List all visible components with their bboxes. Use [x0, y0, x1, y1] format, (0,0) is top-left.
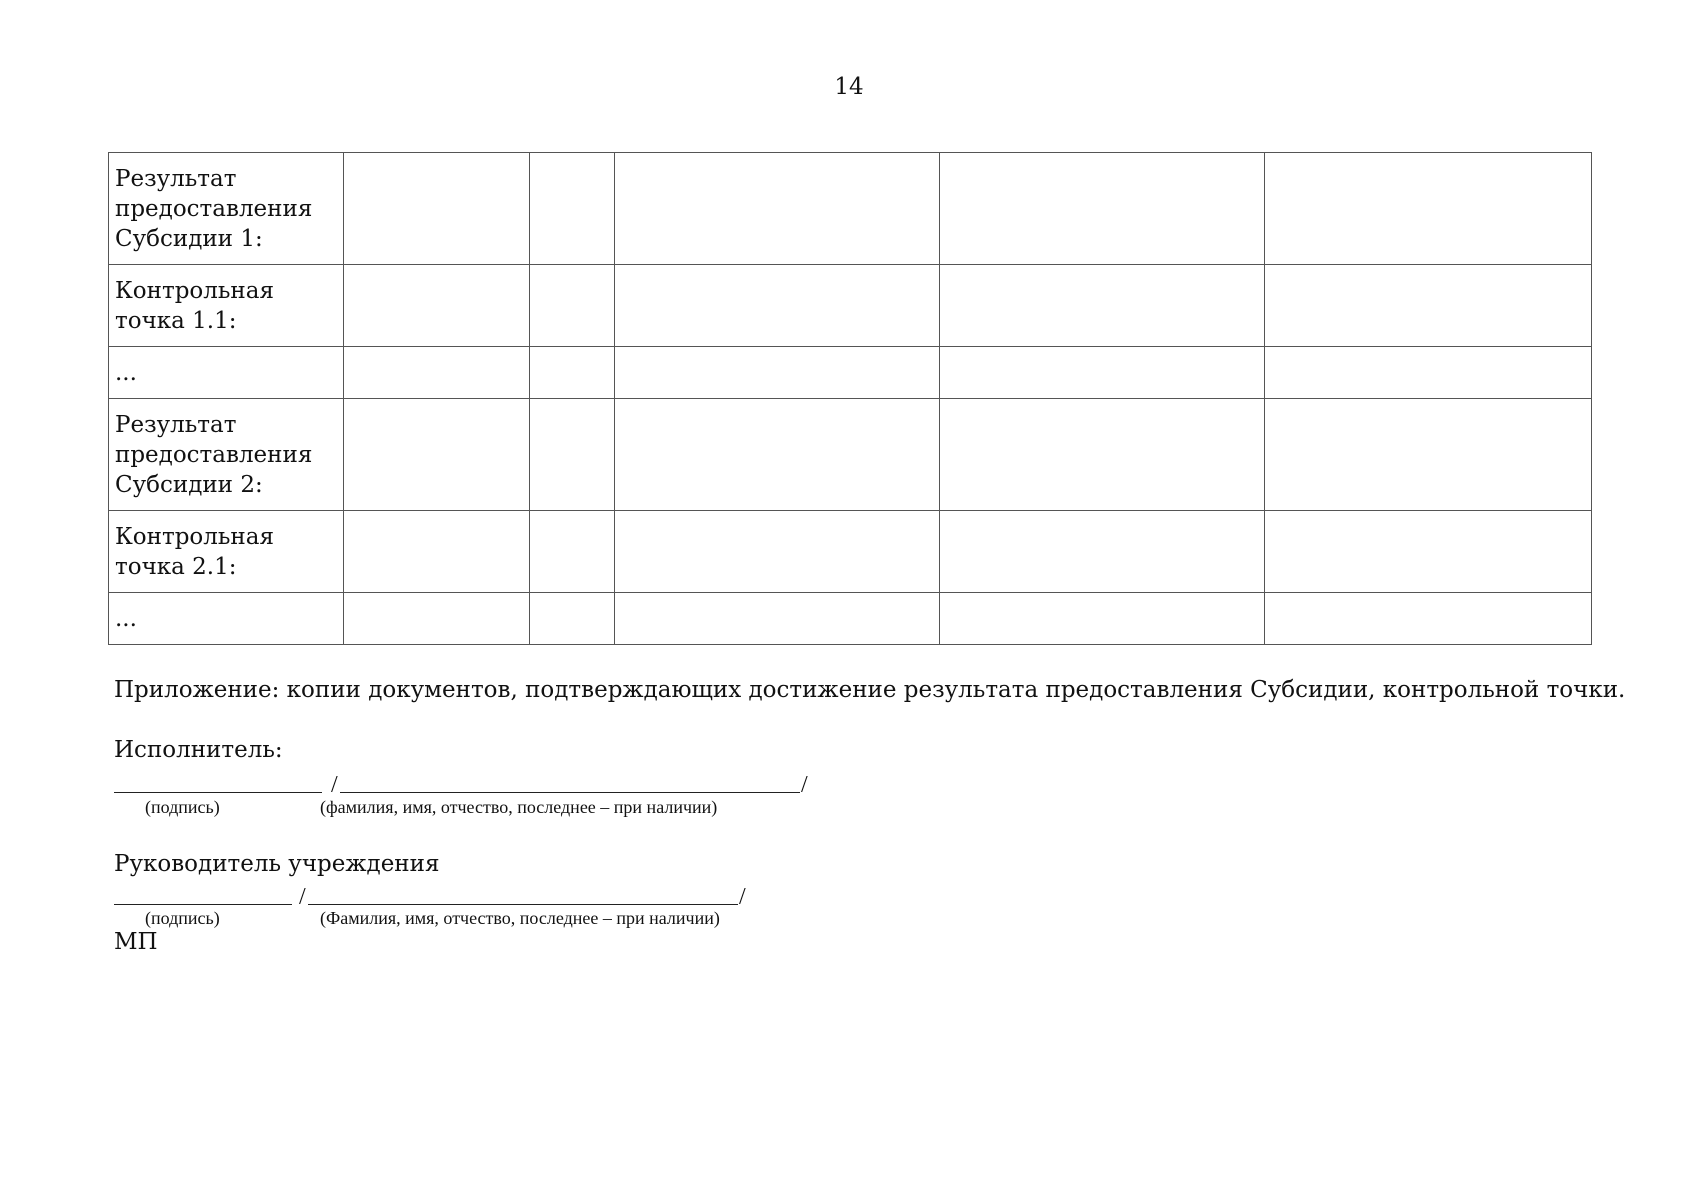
- table-cell: [615, 511, 940, 593]
- table-cell: [615, 153, 940, 265]
- row-label: ...: [109, 347, 344, 399]
- separator-slash: /: [299, 884, 306, 910]
- table-row: [109, 399, 1592, 511]
- results-table: [108, 152, 1592, 645]
- head-signature-caption: (подпись): [145, 908, 220, 928]
- row-label: Контрольная точка 1.1:: [109, 265, 344, 347]
- table-row: [109, 593, 1592, 645]
- head-name-caption: (Фамилия, имя, отчество, последнее – при наличии): [320, 908, 720, 928]
- head-signature-line: [114, 879, 754, 910]
- table-cell: [615, 265, 940, 347]
- row-label: Результат предоставления Субсидии 2:: [109, 399, 344, 511]
- table-cell: [1265, 347, 1592, 399]
- executor-signature-caption: (подпись): [145, 797, 220, 817]
- table-cell: [530, 153, 615, 265]
- row-label: Результат предоставления Субсидии 1:: [109, 153, 344, 265]
- signature-blank: [114, 904, 292, 905]
- executor-name-caption: (фамилия, имя, отчество, последнее – при наличии): [320, 797, 718, 817]
- table-cell: [940, 593, 1265, 645]
- table-cell: [344, 511, 530, 593]
- table-row: [109, 511, 1592, 593]
- table-cell: [615, 399, 940, 511]
- executor-signature-line: [114, 767, 814, 798]
- table-cell: [530, 399, 615, 511]
- table-cell: [940, 511, 1265, 593]
- table-cell: [940, 153, 1265, 265]
- table-cell: [344, 347, 530, 399]
- table-cell: [940, 347, 1265, 399]
- row-label: Контрольная точка 2.1:: [109, 511, 344, 593]
- table-row: [109, 153, 1592, 265]
- attachment-note: Приложение: копии документов, подтверждающих достижение результата предоставления Субсидии, контрольной точки.: [114, 677, 1626, 703]
- table-cell: [344, 153, 530, 265]
- name-blank: [340, 792, 800, 793]
- table-cell: [940, 399, 1265, 511]
- separator-slash: /: [801, 772, 808, 798]
- table-cell: [1265, 265, 1592, 347]
- table-cell: [615, 347, 940, 399]
- table-cell: [530, 593, 615, 645]
- head-label: Руководитель учреждения: [114, 851, 440, 877]
- table-cell: [940, 265, 1265, 347]
- table-cell: [344, 265, 530, 347]
- separator-slash: /: [331, 772, 338, 798]
- table-cell: [615, 593, 940, 645]
- table-cell: [530, 511, 615, 593]
- table-row: [109, 347, 1592, 399]
- name-blank: [308, 904, 738, 905]
- page-number: 14: [834, 74, 864, 100]
- signature-blank: [114, 792, 322, 793]
- row-label: ...: [109, 593, 344, 645]
- table-cell: [1265, 399, 1592, 511]
- table-cell: [1265, 593, 1592, 645]
- executor-label: Исполнитель:: [114, 737, 283, 763]
- table-cell: [1265, 511, 1592, 593]
- stamp-label: МП: [114, 929, 158, 955]
- table-cell: [344, 399, 530, 511]
- separator-slash: /: [739, 884, 746, 910]
- table-row: [109, 265, 1592, 347]
- table-cell: [530, 347, 615, 399]
- table-cell: [1265, 153, 1592, 265]
- table-cell: [530, 265, 615, 347]
- table-cell: [344, 593, 530, 645]
